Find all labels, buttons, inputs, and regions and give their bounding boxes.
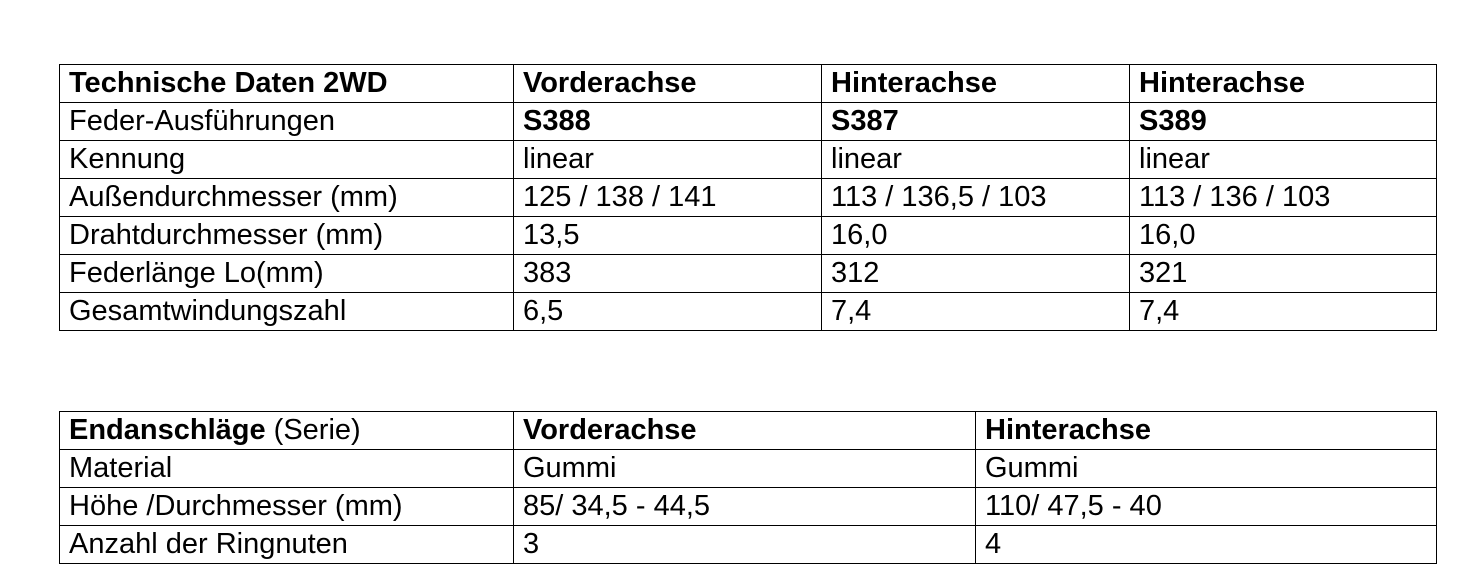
table-header-row	[60, 65, 1437, 103]
table-row	[60, 526, 1437, 564]
header-cell: Hinterachse	[822, 65, 1130, 103]
table-row	[60, 179, 1437, 217]
table-cell: linear	[514, 141, 822, 179]
table-cell: linear	[822, 141, 1130, 179]
table-cell: 4	[976, 526, 1437, 564]
table-cell: 85/ 34,5 - 44,5	[514, 488, 976, 526]
table-row	[60, 255, 1437, 293]
header-cell: Technische Daten 2WD	[60, 65, 514, 103]
table-row	[60, 217, 1437, 255]
header-cell: Hinterachse	[976, 412, 1437, 450]
spring-specs-table	[59, 64, 1437, 331]
table-cell: 3	[514, 526, 976, 564]
table-cell: 113 / 136 / 103	[1130, 179, 1437, 217]
bump-stop-table	[59, 411, 1437, 564]
table-row	[60, 103, 1437, 141]
header-suffix-text: (Serie)	[265, 414, 361, 446]
row-label: Feder-Ausführungen	[60, 103, 514, 141]
table-cell: 16,0	[822, 217, 1130, 255]
table-cell: linear	[1130, 141, 1437, 179]
header-cell: Vorderachse	[514, 65, 822, 103]
row-label: Höhe /Durchmesser (mm)	[60, 488, 514, 526]
table-row	[60, 141, 1437, 179]
table-cell: Gummi	[514, 450, 976, 488]
row-label: Material	[60, 450, 514, 488]
header-cell	[60, 412, 514, 450]
table-cell: 383	[514, 255, 822, 293]
header-cell: Hinterachse	[1130, 65, 1437, 103]
table-cell: Gummi	[976, 450, 1437, 488]
row-label: Drahtdurchmesser (mm)	[60, 217, 514, 255]
row-label: Anzahl der Ringnuten	[60, 526, 514, 564]
table-cell: S388	[514, 103, 822, 141]
table-row	[60, 488, 1437, 526]
table-cell: 125 / 138 / 141	[514, 179, 822, 217]
table-cell: 7,4	[822, 293, 1130, 331]
row-label: Gesamtwindungszahl	[60, 293, 514, 331]
row-label: Kennung	[60, 141, 514, 179]
table-cell: 16,0	[1130, 217, 1437, 255]
row-label: Außendurchmesser (mm)	[60, 179, 514, 217]
row-label: Federlänge Lo(mm)	[60, 255, 514, 293]
header-cell: Vorderachse	[514, 412, 976, 450]
table-cell: 110/ 47,5 - 40	[976, 488, 1437, 526]
table-cell: 312	[822, 255, 1130, 293]
table-row	[60, 293, 1437, 331]
table-cell: 7,4	[1130, 293, 1437, 331]
table-cell: 321	[1130, 255, 1437, 293]
table-cell: S387	[822, 103, 1130, 141]
header-bold-text: Endanschläge	[69, 414, 266, 446]
table-header-row	[60, 412, 1437, 450]
table-cell: 6,5	[514, 293, 822, 331]
table-cell: S389	[1130, 103, 1437, 141]
table-cell: 113 / 136,5 / 103	[822, 179, 1130, 217]
table-row	[60, 450, 1437, 488]
table-cell: 13,5	[514, 217, 822, 255]
